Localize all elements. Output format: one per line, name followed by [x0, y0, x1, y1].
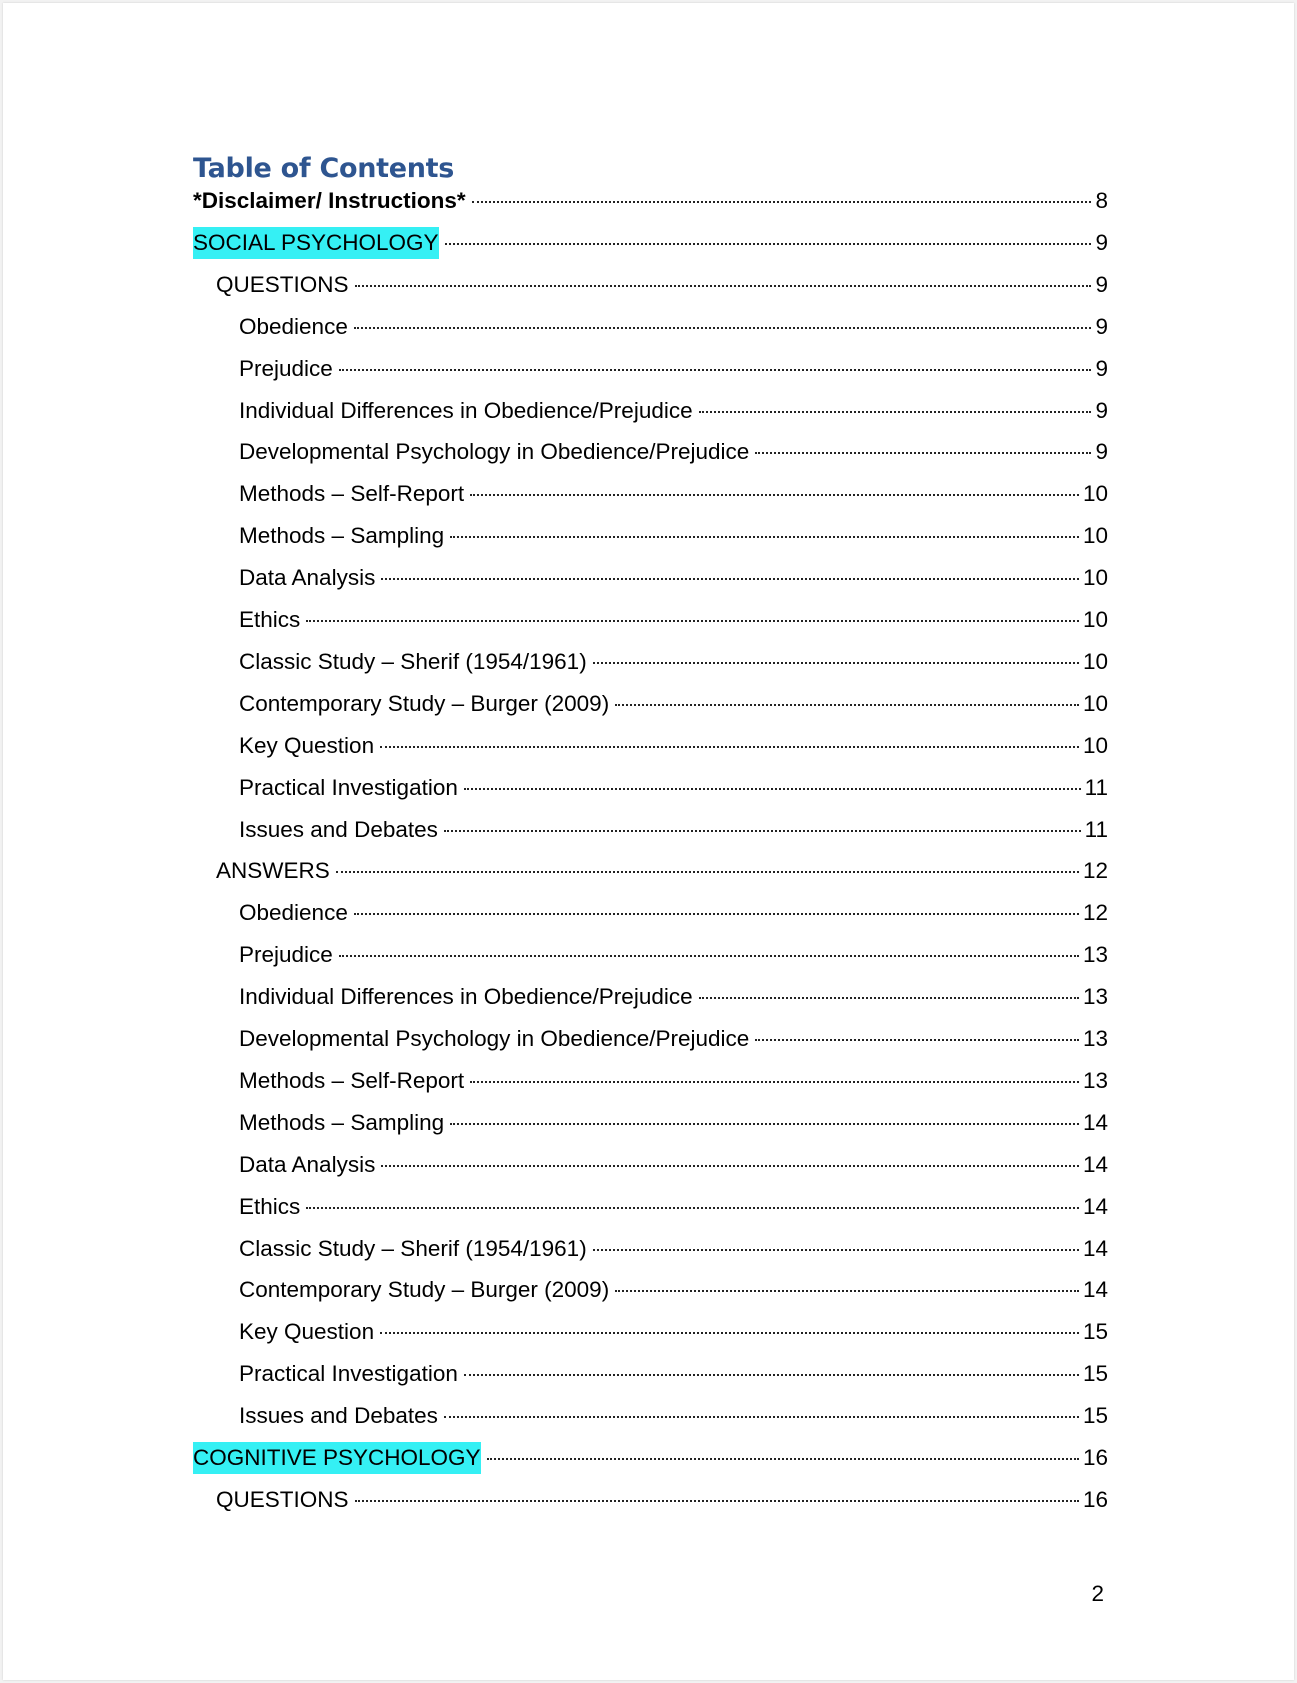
toc-entry-title: Individual Differences in Obedience/Prejudice	[239, 397, 693, 423]
toc-entry-title: Practical Investigation	[239, 1361, 458, 1387]
toc-entry-title: Contemporary Study – Burger (2009)	[239, 1277, 610, 1303]
dot-leader	[354, 327, 1092, 329]
toc-entry-title: Methods – Sampling	[239, 523, 445, 549]
toc-entry[interactable]	[239, 1233, 1108, 1265]
toc-entry-page: 14	[1082, 1235, 1108, 1261]
toc-entry-title: Key Question	[239, 1319, 375, 1345]
dot-leader	[381, 578, 1079, 580]
toc-entry[interactable]	[239, 311, 1108, 343]
toc-entry[interactable]	[239, 1358, 1108, 1390]
toc-entry-page: 14	[1082, 1193, 1108, 1219]
toc-entry[interactable]	[239, 646, 1108, 678]
toc-entry[interactable]	[239, 353, 1108, 385]
dot-leader	[699, 411, 1092, 413]
toc-entry-page: 15	[1082, 1361, 1108, 1387]
toc-entry[interactable]	[239, 1023, 1108, 1055]
dot-leader	[380, 746, 1079, 748]
toc-entry-page: 14	[1082, 1151, 1108, 1177]
dot-leader	[355, 285, 1092, 287]
toc-entry-title: SOCIAL PSYCHOLOGY	[193, 227, 439, 259]
toc-entry-title: Classic Study – Sherif (1954/1961)	[239, 1235, 587, 1261]
toc-entry-title: *Disclaimer/ Instructions*	[193, 188, 466, 213]
dot-leader	[380, 1332, 1079, 1334]
toc-entry[interactable]	[239, 730, 1108, 762]
toc-entry-page: 9	[1095, 229, 1108, 255]
toc-entry[interactable]	[239, 1065, 1108, 1097]
toc-entry-title: Issues and Debates	[239, 816, 438, 842]
toc-entry[interactable]	[239, 981, 1108, 1013]
toc-entry[interactable]	[193, 185, 1108, 217]
dot-leader	[755, 1039, 1079, 1041]
toc-entry-title: Methods – Sampling	[239, 1109, 445, 1135]
toc-entry-page: 13	[1082, 1026, 1108, 1051]
toc-entry-page: 13	[1082, 984, 1108, 1010]
dot-leader	[615, 704, 1079, 706]
dot-leader	[593, 662, 1079, 664]
toc-entry-title: Developmental Psychology in Obedience/Prejudice	[239, 1026, 750, 1051]
toc-entry[interactable]	[239, 1107, 1108, 1139]
dot-leader	[470, 494, 1079, 496]
toc-entry-page: 10	[1082, 607, 1108, 632]
toc-entry[interactable]	[239, 520, 1108, 552]
toc-entry-page: 13	[1082, 942, 1108, 968]
toc-entry[interactable]	[239, 1274, 1108, 1306]
toc-entry-title: Ethics	[239, 1193, 301, 1219]
document-page	[3, 3, 1294, 1680]
toc-entry[interactable]	[193, 227, 1108, 259]
toc-entry[interactable]	[239, 395, 1108, 427]
dot-leader	[444, 830, 1081, 832]
toc-entry-page: 16	[1082, 1486, 1108, 1512]
toc-entry-page: 9	[1095, 271, 1108, 297]
toc-entry[interactable]	[239, 562, 1108, 594]
toc-entry-page: 11	[1084, 816, 1108, 842]
toc-entry-page: 13	[1082, 1067, 1108, 1093]
toc-entry[interactable]	[239, 604, 1108, 636]
table-of-contents	[3, 3, 1294, 1680]
page-title: Table of Contents	[193, 153, 455, 184]
toc-entry-title: Methods – Self-Report	[239, 1067, 465, 1093]
toc-entry-title: Practical Investigation	[239, 774, 458, 800]
toc-entry-page: 9	[1095, 439, 1108, 465]
dot-leader	[381, 1165, 1079, 1167]
dot-leader	[445, 243, 1092, 245]
toc-entry-page: 9	[1095, 397, 1108, 423]
page-number: 2	[1091, 1581, 1104, 1606]
toc-entry-title: Prejudice	[239, 942, 333, 968]
toc-entry[interactable]	[239, 1149, 1108, 1181]
dot-leader	[444, 1416, 1079, 1418]
dot-leader	[464, 788, 1081, 790]
toc-entry-title: ANSWERS	[216, 858, 330, 884]
dot-leader	[464, 1374, 1079, 1376]
toc-entry[interactable]	[239, 436, 1108, 468]
toc-entry-title: Individual Differences in Obedience/Prejudice	[239, 984, 693, 1010]
toc-entry[interactable]	[239, 939, 1108, 971]
toc-entry[interactable]	[216, 269, 1108, 301]
dot-leader	[306, 1207, 1079, 1209]
toc-entry-page: 10	[1082, 481, 1108, 507]
toc-entry-title: Obedience	[239, 900, 348, 926]
dot-leader	[354, 913, 1079, 915]
toc-entry[interactable]	[239, 1400, 1108, 1432]
toc-entry-title: QUESTIONS	[216, 1486, 349, 1512]
toc-entry[interactable]	[239, 1191, 1108, 1223]
toc-entry-page: 16	[1082, 1445, 1108, 1470]
toc-entry-page: 8	[1095, 188, 1108, 213]
toc-entry-page: 10	[1082, 565, 1108, 591]
toc-entry-title: Classic Study – Sherif (1954/1961)	[239, 648, 587, 674]
dot-leader	[450, 1123, 1079, 1125]
toc-entry-title: Developmental Psychology in Obedience/Prejudice	[239, 439, 750, 465]
toc-entry-title: Methods – Self-Report	[239, 481, 465, 507]
toc-entry-page: 9	[1095, 355, 1108, 381]
toc-entry-page: 9	[1095, 313, 1108, 339]
toc-entry-page: 15	[1082, 1403, 1108, 1429]
toc-entry[interactable]	[193, 1442, 1108, 1474]
dot-leader	[339, 369, 1092, 371]
dot-leader	[470, 1081, 1079, 1083]
toc-entry-title: Data Analysis	[239, 565, 376, 591]
toc-entry[interactable]	[239, 897, 1108, 929]
toc-entry-title: Obedience	[239, 313, 348, 339]
toc-entry[interactable]	[239, 814, 1108, 846]
dot-leader	[699, 997, 1079, 999]
toc-entry-title: Key Question	[239, 732, 375, 758]
dot-leader	[615, 1290, 1079, 1292]
dot-leader	[306, 620, 1079, 622]
toc-entry-page: 14	[1082, 1277, 1108, 1303]
toc-entry[interactable]	[239, 478, 1108, 510]
toc-entry-page: 10	[1082, 648, 1108, 674]
toc-entry-title: Contemporary Study – Burger (2009)	[239, 690, 610, 716]
toc-entry[interactable]	[239, 1316, 1108, 1348]
toc-entry[interactable]	[216, 855, 1108, 887]
toc-entry-title: Data Analysis	[239, 1151, 376, 1177]
toc-entry-page: 10	[1082, 523, 1108, 549]
toc-entry-page: 12	[1082, 900, 1108, 926]
toc-entry-title: Issues and Debates	[239, 1403, 438, 1429]
dot-leader	[472, 201, 1092, 203]
dot-leader	[487, 1458, 1079, 1460]
toc-entry[interactable]	[239, 772, 1108, 804]
toc-entry-page: 11	[1084, 774, 1108, 800]
toc-entry-title: Ethics	[239, 607, 301, 632]
dot-leader	[593, 1249, 1079, 1251]
dot-leader	[755, 452, 1091, 454]
dot-leader	[336, 871, 1079, 873]
dot-leader	[339, 955, 1079, 957]
toc-entry-page: 14	[1082, 1109, 1108, 1135]
toc-entry-page: 10	[1082, 690, 1108, 716]
toc-entry-title: QUESTIONS	[216, 271, 349, 297]
dot-leader	[450, 536, 1079, 538]
toc-entry[interactable]	[216, 1484, 1108, 1516]
toc-entry-page: 15	[1082, 1319, 1108, 1345]
toc-entry[interactable]	[239, 688, 1108, 720]
toc-entry-title: COGNITIVE PSYCHOLOGY	[193, 1442, 481, 1474]
dot-leader	[355, 1500, 1079, 1502]
toc-entry-page: 12	[1082, 858, 1108, 884]
toc-entry-page: 10	[1082, 732, 1108, 758]
toc-entry-title: Prejudice	[239, 355, 333, 381]
